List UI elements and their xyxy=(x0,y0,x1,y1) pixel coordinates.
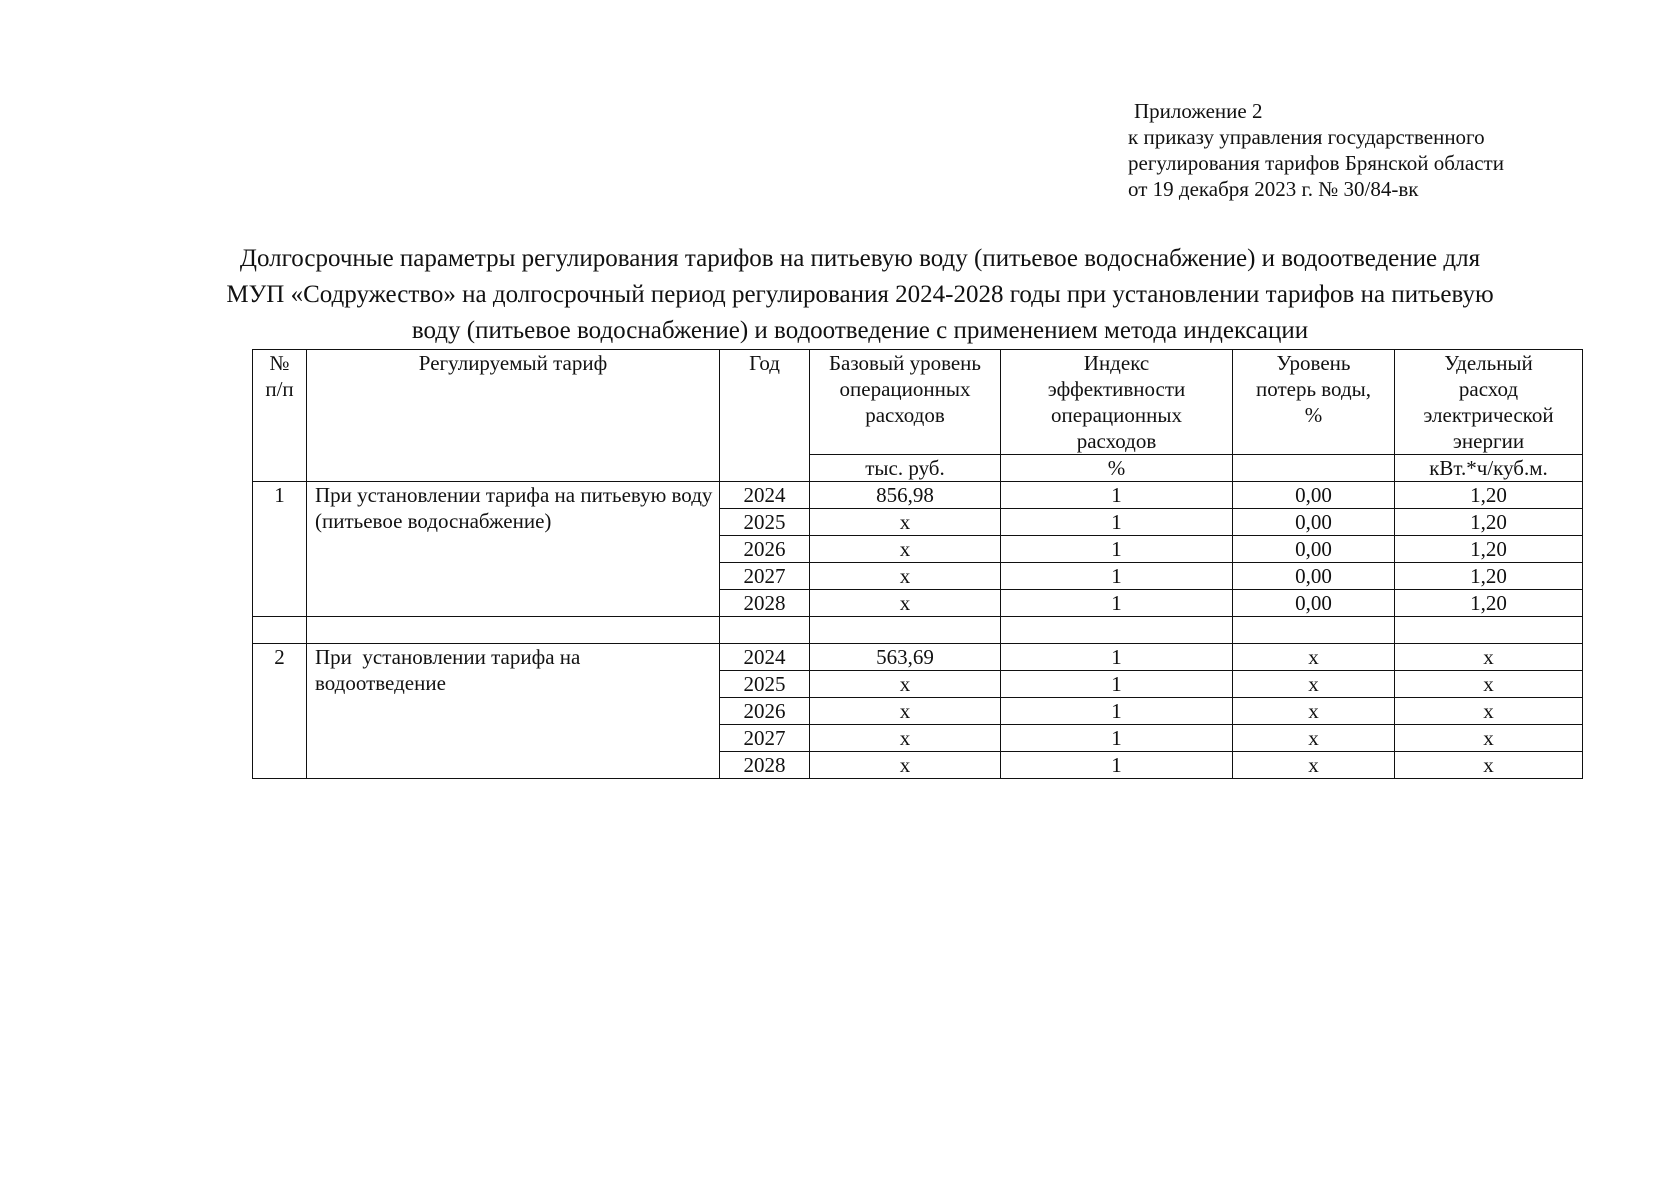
cell-loss: 0,00 xyxy=(1233,563,1395,590)
header-efficiency-index xyxy=(1001,350,1233,455)
header-num-line: № xyxy=(269,351,290,375)
cell-base: 563,69 xyxy=(810,644,1001,671)
group-num: 1 xyxy=(253,482,307,617)
cell-base: х xyxy=(810,671,1001,698)
cell-year: 2027 xyxy=(720,725,810,752)
header-base-line: операционных xyxy=(839,377,971,401)
cell-index: 1 xyxy=(1001,482,1233,509)
cell-energy: 1,20 xyxy=(1395,536,1583,563)
header-num xyxy=(253,350,307,482)
unit-water-loss xyxy=(1233,455,1395,482)
cell-index: 1 xyxy=(1001,671,1233,698)
appendix-authority-line: регулирования тарифов Брянской области xyxy=(1128,151,1504,175)
cell-index: 1 xyxy=(1001,725,1233,752)
group-num: 2 xyxy=(253,644,307,779)
cell-year: 2025 xyxy=(720,509,810,536)
header-loss-line: потерь воды, xyxy=(1256,377,1371,401)
spacer-cell xyxy=(810,617,1001,644)
header-energy-line: расход xyxy=(1458,377,1519,401)
spacer-section xyxy=(253,617,1583,644)
unit-efficiency-index: % xyxy=(1001,455,1233,482)
cell-loss: 0,00 xyxy=(1233,482,1395,509)
header-energy-line: Удельный xyxy=(1444,351,1533,375)
spacer-cell xyxy=(720,617,810,644)
parameters-table xyxy=(252,349,1583,779)
cell-year: 2026 xyxy=(720,536,810,563)
cell-index: 1 xyxy=(1001,590,1233,617)
header-loss-line: Уровень xyxy=(1276,351,1351,375)
cell-base: 856,98 xyxy=(810,482,1001,509)
cell-year: 2024 xyxy=(720,644,810,671)
spacer-cell xyxy=(253,617,307,644)
appendix-title: Приложение 2 xyxy=(1134,99,1263,123)
document-title xyxy=(140,241,1580,349)
group-drinking-water xyxy=(253,482,1583,617)
title-line-3: воду (питьевое водоснабжение) и водоотведение с применением метода индексации xyxy=(411,317,1309,344)
cell-index: 1 xyxy=(1001,536,1233,563)
header-year: Год xyxy=(720,350,810,482)
header-base-line: Базовый уровень xyxy=(829,351,981,375)
header-index-line: Индекс xyxy=(1083,351,1150,375)
header-energy-line: электрической xyxy=(1423,403,1554,427)
cell-energy: 1,20 xyxy=(1395,590,1583,617)
header-num-line: п/п xyxy=(265,377,294,401)
cell-energy: 1,20 xyxy=(1395,563,1583,590)
cell-year: 2028 xyxy=(720,590,810,617)
cell-loss: х xyxy=(1233,698,1395,725)
cell-base: х xyxy=(810,536,1001,563)
header-water-loss xyxy=(1233,350,1395,455)
spacer-cell xyxy=(307,617,720,644)
cell-base: х xyxy=(810,509,1001,536)
spacer-cell xyxy=(1395,617,1583,644)
table-header xyxy=(253,350,1583,482)
group-tariff: При установлении тарифа на водоотведение xyxy=(307,644,720,779)
cell-loss: х xyxy=(1233,644,1395,671)
cell-energy: х xyxy=(1395,725,1583,752)
cell-index: 1 xyxy=(1001,644,1233,671)
header-energy-consumption xyxy=(1395,350,1583,455)
cell-index: 1 xyxy=(1001,563,1233,590)
group-tariff: При установлении тарифа на питьевую воду (питьевое водоснабжение) xyxy=(307,482,720,617)
header-index-line: эффективности xyxy=(1047,377,1186,401)
cell-base: х xyxy=(810,590,1001,617)
title-line-1: Долгосрочные параметры регулирования тарифов на питьевую воду (питьевое водоснабжение) и водоотведение для xyxy=(239,245,1481,272)
cell-year: 2024 xyxy=(720,482,810,509)
spacer-cell xyxy=(1233,617,1395,644)
cell-energy: х xyxy=(1395,752,1583,779)
cell-energy: х xyxy=(1395,644,1583,671)
table-row xyxy=(253,644,1583,671)
title-line-2: МУП «Содружество» на долгосрочный период регулирования 2024-2028 годы при установлении тарифов на питьевую xyxy=(226,281,1494,308)
cell-year: 2027 xyxy=(720,563,810,590)
cell-index: 1 xyxy=(1001,752,1233,779)
spacer-cell xyxy=(1001,617,1233,644)
cell-base: х xyxy=(810,698,1001,725)
cell-loss: 0,00 xyxy=(1233,536,1395,563)
header-tariff: Регулируемый тариф xyxy=(307,350,720,482)
cell-loss: х xyxy=(1233,725,1395,752)
cell-year: 2028 xyxy=(720,752,810,779)
appendix-date-line: от 19 декабря 2023 г. № 30/84-вк xyxy=(1128,177,1419,201)
table-row xyxy=(253,482,1583,509)
cell-index: 1 xyxy=(1001,698,1233,725)
cell-base: х xyxy=(810,563,1001,590)
header-base-line: расходов xyxy=(865,403,945,427)
cell-energy: х xyxy=(1395,671,1583,698)
cell-index: 1 xyxy=(1001,509,1233,536)
header-energy-line: энергии xyxy=(1452,429,1525,453)
header-loss-line: % xyxy=(1304,403,1323,427)
cell-energy: 1,20 xyxy=(1395,482,1583,509)
header-index-line: расходов xyxy=(1076,429,1157,453)
cell-base: х xyxy=(810,752,1001,779)
spacer-row xyxy=(253,617,1583,644)
cell-base: х xyxy=(810,725,1001,752)
cell-energy: 1,20 xyxy=(1395,509,1583,536)
cell-energy: х xyxy=(1395,698,1583,725)
cell-year: 2025 xyxy=(720,671,810,698)
cell-loss: х xyxy=(1233,752,1395,779)
unit-base-opex: тыс. руб. xyxy=(810,455,1001,482)
header-index-line: операционных xyxy=(1051,403,1182,427)
appendix-block xyxy=(1128,98,1504,202)
unit-energy-consumption: кВт.*ч/куб.м. xyxy=(1395,455,1583,482)
cell-year: 2026 xyxy=(720,698,810,725)
cell-loss: 0,00 xyxy=(1233,590,1395,617)
appendix-order-line: к приказу управления государственного xyxy=(1128,125,1485,149)
header-base-opex xyxy=(810,350,1001,455)
group-wastewater xyxy=(253,644,1583,779)
cell-loss: х xyxy=(1233,671,1395,698)
cell-loss: 0,00 xyxy=(1233,509,1395,536)
